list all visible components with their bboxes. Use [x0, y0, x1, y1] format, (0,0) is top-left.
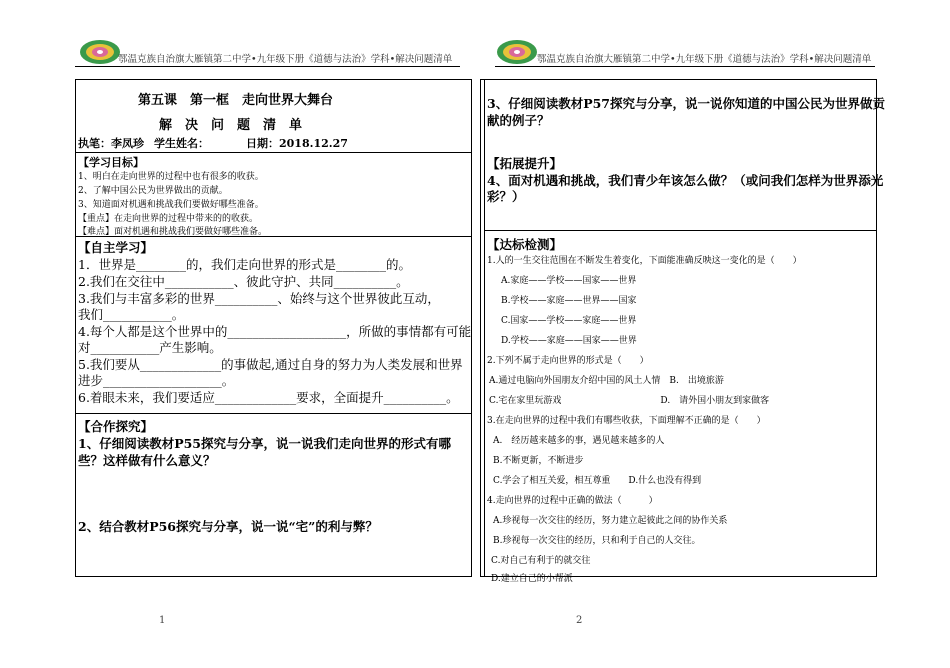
test-option: A.家庭——学校——国家——世界 [501, 276, 637, 286]
test-option: C.对自己有利于的就交往 [491, 556, 591, 566]
margin-rule [484, 80, 485, 576]
header-rule-right [495, 66, 875, 67]
test-question: 4.走向世界的过程中正确的做法（ ） [487, 496, 658, 506]
coop-header: 【合作探究】 [78, 419, 154, 434]
worksheet-subtitle: 解 决 问 题 清 单 [159, 118, 303, 133]
lesson-title: 第五课 第一框 走向世界大舞台 [138, 93, 334, 108]
date: 日期：2018.12.27 [246, 137, 348, 150]
question-3: 3、仔细阅读教材P57探究与分享，说一说你知道的中国公民为世界做贡 [487, 96, 885, 111]
self-study-line: 1．世界是________的，我们走向世界的形式是________的。 [78, 257, 411, 272]
coop-question-2: 2、结合教材P56探究与分享，说一说“宅”的利与弊？ [78, 519, 378, 534]
coop-question-1: 1、仔细阅读教材P55探究与分享，说一说我们走向世界的形式有哪 [78, 436, 451, 451]
self-study-line: 3.我们与丰富多彩的世界__________、始终与这个世界彼此互动， [78, 291, 440, 306]
left-worksheet [75, 79, 472, 577]
school-logo [495, 38, 539, 66]
question-4-cont: 彩？） [487, 189, 525, 204]
header-title-right: 鄂温克族自治旗大雁镇第二中学•九年级下册《道德与法治》学科•解决问题清单 [537, 54, 872, 65]
divider [484, 230, 876, 231]
goal-item: 1、明白在走向世界的过程中也有很多的收获。 [78, 172, 264, 182]
page-number: 1 [159, 615, 166, 626]
student-name-label: 学生姓名： [154, 137, 209, 150]
goals-header: 【学习目标】 [78, 156, 144, 169]
self-study-header: 【自主学习】 [78, 240, 154, 255]
self-study-line: 5.我们要从_____________的事做起,通过自身的努力为人类发展和世界 [78, 357, 463, 372]
author: 执笔：李凤珍 [78, 137, 144, 150]
test-option: A.珍视每一次交往的经历，努力建立起彼此之间的协作关系 [493, 516, 728, 526]
divider [76, 413, 471, 414]
divider [76, 152, 471, 153]
test-question: 1.人的一生交往范围在不断发生着变化，下面能准确反映这一变化的是（ ） [487, 256, 802, 266]
test-option: B.珍视每一次交往的经历，只和利于自己的人交往。 [493, 536, 701, 546]
school-logo [78, 38, 122, 66]
goal-item: 3、知道面对机遇和挑战我们要做好哪些准备。 [78, 200, 264, 210]
self-study-line: 进步___________________。 [78, 373, 235, 388]
page-number: 2 [576, 615, 583, 626]
self-study-line: 2.我们在交往中___________、彼此守护、共同__________。 [78, 274, 409, 289]
test-option: D.建立自己的小帮派 [491, 574, 573, 584]
self-study-line: 对___________产生影响。 [78, 340, 222, 355]
test-option: C.学会了相互关爱，相互尊重 D.什么也没有得到 [493, 476, 702, 486]
self-study-line: 我们___________。 [78, 307, 185, 322]
test-question: 2.下列不属于走向世界的形式是（ ） [487, 356, 649, 366]
goal-item: 2、了解中国公民为世界做出的贡献。 [78, 186, 228, 196]
test-option: A. 经历越来越多的事，遇见越来越多的人 [493, 436, 665, 446]
right-worksheet [480, 79, 885, 584]
test-option: C.宅在家里玩游戏 D. 请外国小朋友到家做客 [489, 396, 770, 406]
key-point: 【重点】在走向世界的过程中带来的的收获。 [78, 214, 259, 224]
header-title-left: 鄂温克族自治旗大雁镇第二中学•九年级下册《道德与法治》学科•解决问题清单 [118, 54, 453, 65]
test-option: D.学校——家庭——国家——世界 [501, 336, 637, 346]
question-4: 4、面对机遇和挑战，我们青少年该怎么做？（或问我们怎样为世界添光 [487, 173, 884, 188]
question-3-cont: 献的例子？ [487, 113, 550, 128]
test-header: 【达标检测】 [487, 237, 563, 252]
test-question: 3.在走向世界的过程中我们有哪些收获，下面理解不正确的是（ ） [487, 416, 766, 426]
extend-header: 【拓展提升】 [487, 156, 563, 171]
test-option: B.不断更新，不断进步 [493, 456, 584, 466]
test-option: B.学校——家庭——世界——国家 [501, 296, 637, 306]
header-rule-left [75, 66, 460, 67]
self-study-line: 4.每个人都是这个世界中的___________________，所做的事情都有可能 [78, 324, 472, 339]
difficulty: 【难点】面对机遇和挑战我们要做好哪些准备。 [78, 227, 268, 237]
test-option: A.通过电脑向外国朋友介绍中国的风土人情 B. 出境旅游 [489, 376, 724, 386]
self-study-line: 6.着眼未来，我们要适应_____________要求，全面提升__________。 [78, 390, 459, 405]
test-option: C.国家——学校——家庭——世界 [501, 316, 637, 326]
coop-question-1-cont: 些？这样做有什么意义？ [78, 453, 216, 468]
